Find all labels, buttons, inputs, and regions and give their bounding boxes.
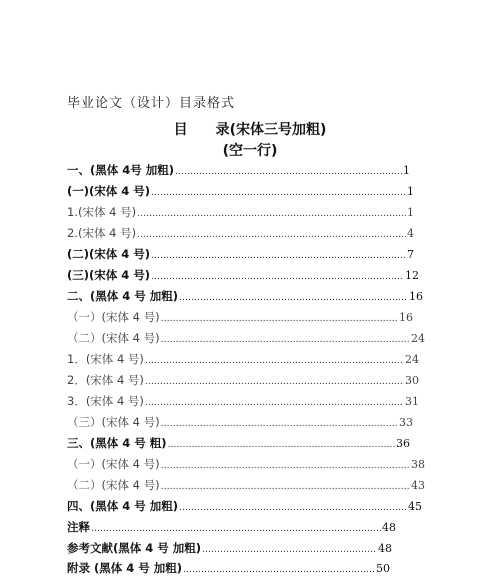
toc-leader-dots (145, 374, 404, 390)
toc-leader-dots (161, 479, 410, 495)
toc-title-right: 录(宋体三号加粗) (215, 122, 327, 138)
toc-entry[interactable] (67, 267, 419, 283)
toc-entry-page-number: 1 (403, 164, 410, 177)
toc-entry-label: 注释 (67, 520, 90, 534)
toc-entry[interactable] (67, 560, 390, 576)
toc-entry[interactable] (67, 456, 425, 472)
toc-entry-label: 3．(宋体 4 号) (67, 394, 144, 408)
toc-entry[interactable] (67, 351, 419, 367)
toc-entry-page-number: 1 (407, 206, 414, 219)
toc-leader-dots (137, 227, 406, 243)
toc-entry-label: （一）(宋体 4 号) (67, 457, 160, 471)
toc-leader-dots (202, 542, 377, 558)
toc-entry[interactable] (67, 246, 414, 262)
toc-entry-label: （二）(宋体 4 号) (67, 331, 160, 345)
toc-leader-dots (183, 562, 375, 578)
document-caption: 毕业论文（设计）目录格式 (67, 96, 236, 111)
toc-entry-label: 二、(黑体 4 号 加粗) (67, 289, 179, 303)
toc-subtitle: (空一行) (222, 143, 278, 159)
toc-entry-page-number: 1 (407, 185, 414, 198)
toc-entry-label: 2.(宋体 4 号) (67, 226, 137, 240)
toc-entry-label: 三、(黑体 4 号 粗) (67, 436, 167, 450)
toc-entry-label: （三）(宋体 4 号) (67, 415, 160, 429)
toc-entry-page-number: 7 (407, 248, 414, 261)
toc-entry[interactable] (67, 435, 410, 451)
toc-entry-page-number: 45 (408, 500, 422, 513)
toc-entry-label: 参考文献(黑体 4 号 加粗) (67, 541, 202, 555)
toc-entry-page-number: 38 (411, 458, 425, 471)
toc-title-left: 目 (173, 122, 188, 138)
toc-entry[interactable] (67, 477, 425, 493)
toc-leader-dots (179, 290, 408, 306)
toc-entry-label: 一、(黑体 4号 加粗) (67, 163, 175, 177)
toc-entry[interactable] (67, 288, 423, 304)
toc-leader-dots (151, 269, 404, 285)
toc-leader-dots (168, 437, 395, 453)
toc-leader-dots (145, 395, 404, 411)
toc-leader-dots (151, 185, 406, 201)
toc-entry-page-number: 48 (382, 521, 396, 534)
toc-leader-dots (145, 353, 404, 369)
toc-entry-label: 1.(宋体 4 号) (67, 205, 137, 219)
toc-entry-label: （一）(宋体 4 号) (67, 310, 160, 324)
toc-entry-page-number: 24 (411, 332, 425, 345)
toc-entry[interactable] (67, 519, 396, 535)
toc-entry-label: 附录 (黑体 4 号 加粗) (67, 561, 183, 575)
toc-leader-dots (179, 500, 407, 516)
toc-entry[interactable] (67, 225, 414, 241)
toc-entry[interactable] (67, 540, 392, 556)
toc-entry-page-number: 31 (405, 395, 419, 408)
toc-entry-page-number: 43 (411, 479, 425, 492)
toc-entry-label: (三)(宋体 4 号) (67, 268, 151, 282)
toc-entry-page-number: 30 (405, 374, 419, 387)
toc-entry-label: (二)(宋体 4 号) (67, 247, 151, 261)
toc-entry-label: 1．(宋体 4 号) (67, 352, 144, 366)
toc-entry-page-number: 12 (405, 269, 419, 282)
toc-entry[interactable] (67, 414, 413, 430)
toc-entry-label: （二）(宋体 4 号) (67, 478, 160, 492)
toc-entry[interactable] (67, 372, 419, 388)
toc-entry[interactable] (67, 393, 419, 409)
toc-entry-page-number: 50 (376, 562, 390, 575)
toc-leader-dots (91, 521, 381, 537)
toc-leader-dots (161, 311, 398, 327)
toc-leader-dots (161, 332, 410, 348)
toc-entry-page-number: 16 (399, 311, 413, 324)
toc-entry-page-number: 33 (399, 416, 413, 429)
toc-entry[interactable] (67, 330, 425, 346)
toc-leader-dots (161, 458, 410, 474)
toc-entry[interactable] (67, 204, 414, 220)
toc-entry-page-number: 4 (407, 227, 414, 240)
toc-leader-dots (151, 248, 406, 264)
toc-leader-dots (175, 164, 402, 180)
toc-entry-page-number: 36 (396, 437, 410, 450)
toc-entry[interactable] (67, 309, 413, 325)
toc-entry-page-number: 16 (409, 290, 423, 303)
toc-leader-dots (137, 206, 406, 222)
toc-entry[interactable] (67, 162, 410, 178)
toc-leader-dots (161, 416, 398, 432)
toc-entry[interactable] (67, 498, 422, 514)
toc-entry-label: 四、(黑体 4 号 加粗) (67, 499, 179, 513)
toc-entry-label: 2．(宋体 4 号) (67, 373, 144, 387)
toc-entry-label: (一)(宋体 4 号) (67, 184, 151, 198)
toc-title (0, 119, 500, 139)
toc-entry[interactable] (67, 183, 414, 199)
toc-entry-page-number: 24 (405, 353, 419, 366)
toc-entry-page-number: 48 (378, 542, 392, 555)
